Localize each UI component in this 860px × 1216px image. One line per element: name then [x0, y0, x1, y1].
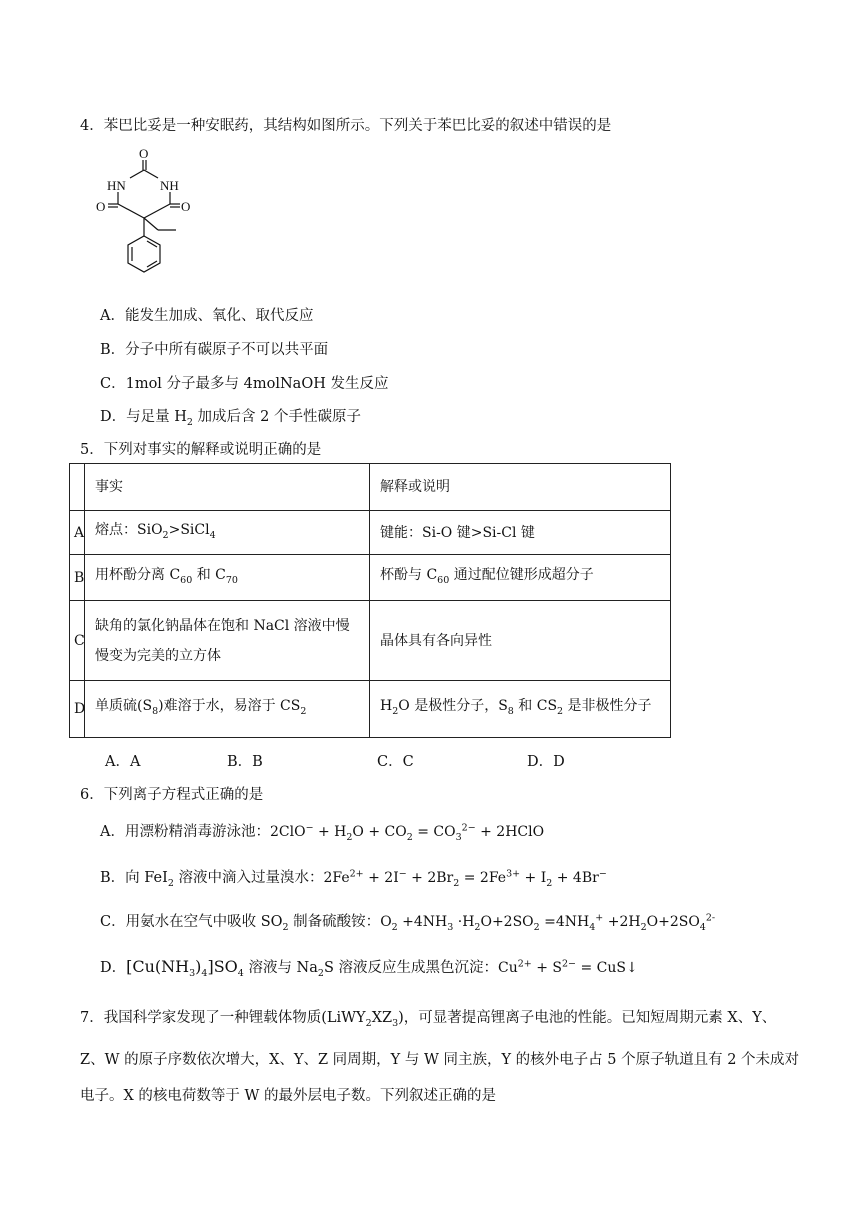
atom-o-top: O [139, 146, 149, 161]
q5-answer-c: C．C [377, 754, 414, 770]
q5-answer-a: A．A [105, 754, 141, 770]
q5-answer-d: D．D [527, 754, 565, 770]
facts-table [69, 463, 671, 738]
equation: $O_2 +4NH_3 \cdot H_2O+2SO_2 =4NH_4^+ +2H_2O+2SO_4^{2-}$ [380, 912, 716, 933]
atom-nh-right: NH [160, 178, 179, 193]
q7-stem: 7．我国科学家发现了一种锂载体物质$(LiWY_2XZ_3)$，可显著提高锂离子电池的性能。已知短周期元素 X、Y、Z、W 的原子序数依次增大，X、Y、Z 同周期，Y 与 W 同主族，Y 的核外电子占 5 个原子轨道且有 2 个未成对电子。X 的核电荷数等于 W 的最外层电子数。下列叙述正确的是 [80, 1010, 800, 1104]
atom-o-left: O [96, 199, 106, 214]
row-explain: 晶体具有各向异性 [370, 601, 671, 681]
table-row [70, 555, 671, 601]
row-fact: 缺角的氯化钠晶体在饱和 NaCl 溶液中慢慢变为完美的立方体 [85, 601, 370, 681]
table-row [70, 681, 671, 738]
phenobarbital-structure [90, 146, 210, 286]
row-explain: 杯酚与 $C_{60}$ 通过配位键形成超分子 [370, 555, 671, 601]
equation: $Cu^{2+} + S^{2-}$ = CuS↓ [498, 958, 638, 976]
q4-option-b: B．分子中所有碳原子不可以共平面 [100, 342, 329, 358]
row-fact: 用杯酚分离 $C_{60}$ 和 $C_{70}$ [85, 555, 370, 601]
q5-stem: 5．下列对事实的解释或说明正确的是 [80, 442, 322, 458]
q4-stem: 4．苯巴比妥是一种安眠药，其结构如图所示。下列关于苯巴比妥的叙述中错误的是 [80, 118, 612, 134]
row-explain: $H_2O$ 是极性分子，$S_8$ 和 $CS_2$ 是非极性分子 [370, 681, 671, 738]
complex-formula: $[Cu(NH_3)_4]SO_4$ [126, 957, 244, 980]
header-explain: 解释或说明 [370, 464, 671, 511]
table-row [70, 511, 671, 555]
header-fact: 事实 [85, 464, 370, 511]
q6-stem: 6．下列离子方程式正确的是 [80, 787, 264, 803]
q5-answer-b: B．B [227, 754, 263, 770]
equation: $2Fe^{2+} + 2I^- + 2Br_2 = 2Fe^{3+} + I_2 + 4Br^-$ [323, 868, 607, 889]
equation: $2ClO^- + H_2O + CO_2 = CO_3^{2-}$ + 2HClO [269, 822, 545, 843]
atom-hn-left: HN [107, 178, 126, 193]
q4-option-a: A．能发生加成、氧化、取代反应 [100, 308, 314, 324]
table-header-row [70, 464, 671, 511]
row-label: B [70, 555, 85, 601]
table-row [70, 601, 671, 681]
q4-option-d: D．与足量 $H_2$ 加成后含 2 个手性碳原子 [100, 409, 361, 428]
q6-option-a: A．用漂粉精消毒游泳池：$2ClO^- + H_2O + CO_2 = CO_3^{2-}$ + 2HClO [100, 822, 545, 843]
row-explain: 键能：Si-O 键>Si-Cl 键 [370, 511, 671, 555]
atom-o-right: O [181, 199, 191, 214]
q6-option-b: B．向 FeI$_2$ 溶液中滴入过量溴水：$2Fe^{2+} + 2I^- + 2Br_2 = 2Fe^{3+} + I_2 + 4Br^-$ [100, 868, 607, 889]
row-fact: 熔点：SiO$_2$>SiCl$_4$ [85, 511, 370, 555]
q4-option-c: C．1mol 分子最多与 4molNaOH 发生反应 [100, 376, 389, 392]
row-label: D [70, 681, 85, 738]
row-label: C [70, 601, 85, 681]
row-label: A [70, 511, 85, 555]
q6-option-c: C．用氨水在空气中吸收 $SO_2$ 制备硫酸铵：$O_2 +4NH_3 \cdot H_2O+2SO_2 =4NH_4^+ +2H_2O+2SO_4^{2-}$ [100, 912, 716, 933]
row-fact: 单质硫$(S_8)$难溶于水，易溶于 $CS_2$ [85, 681, 370, 738]
q6-option-d: D．$[Cu(NH_3)_4]SO_4$ 溶液与 $Na_2S$ 溶液反应生成黑色沉淀：$Cu^{2+} + S^{2-}$ = CuS↓ [100, 957, 638, 980]
